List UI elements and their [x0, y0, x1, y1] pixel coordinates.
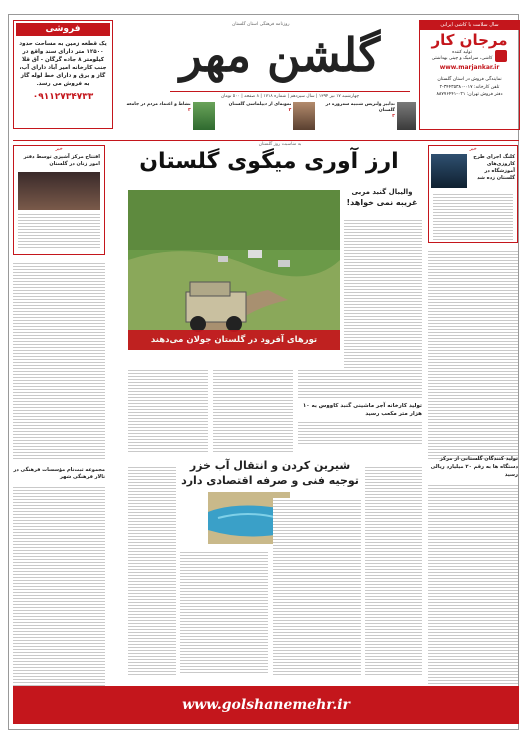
mid-story-headline-2: توجیه فنی و صرفه اقتصادی دارد: [181, 474, 359, 487]
right-col-photo: [431, 154, 467, 188]
teaser-page: ۳: [187, 108, 191, 113]
teaser-thumb: [193, 102, 215, 130]
masthead-tagline: روزنامه فرهنگی استان گلستان: [232, 22, 290, 27]
teaser-page: ۳: [392, 114, 395, 119]
main-subhead-2: غریبه نمی خواهد!: [346, 198, 418, 207]
small-story: [298, 368, 422, 452]
left-col-label: خبر: [55, 146, 63, 152]
teaser-item[interactable]: [319, 102, 416, 138]
main-photo: [128, 190, 340, 350]
footer-bar[interactable]: [13, 686, 519, 724]
mid-story-headline-1: شیرین کردن و انتقال آب خزر: [189, 459, 351, 472]
ad-marjan-dealer: نمایندگی فروش در استان گلستان: [437, 77, 502, 82]
teaser-title: نمونه‌ای از دیپلماسی گلستان: [228, 102, 292, 107]
main-subhead-1: والیبال گنبد مربی: [351, 188, 413, 196]
right-col2-headline[interactable]: تولید کنندگان گلستانی از مرکز دستگاه ها به رقم ۲۰ میلیارد ریالی رسید: [430, 456, 518, 478]
ad-sale-body: یک قطعه زمین به مساحت حدود ۱۲۵۰۰ متر دارای سند واقع در کیلومتر ۸ جاده گرگان - آق قلا جنب کارخانه امیر آباد دارای آب، گاز و برق و دارای خط لوله گاز به فروش می رسد.: [19, 41, 107, 87]
left-col-photo: [18, 172, 100, 210]
teaser-row: [118, 102, 416, 138]
divider: [13, 140, 519, 141]
left-col-headline[interactable]: افتتاح مرکز آشپزی توسط دفتر امور زنان در گلستان: [23, 154, 100, 167]
main-photo-caption: تورهای آفرود در گلستان جولان می‌دهند: [128, 330, 340, 350]
ad-marjan-sub2: کاشی، سرامیک و چینی بهداشتی: [431, 56, 493, 61]
story-body-a: [128, 368, 208, 452]
mid-body-center-b: [273, 498, 361, 675]
ad-marjan-logo-icon: [495, 50, 507, 62]
right-col-headline[interactable]: کلنگ اجرای طرح کاروزی‌های آموزشگاه در گلستان زده شد: [473, 154, 515, 181]
mid-body-left: [128, 465, 176, 675]
masthead-logo: گلشن مهر: [179, 28, 381, 82]
teaser-thumb: [293, 102, 315, 130]
left-column: [13, 145, 105, 705]
teaser-thumb: [397, 102, 416, 130]
main-kicker: به مناسبت روز گلستان: [258, 142, 302, 147]
teaser-title: تدابیر ولتزیس شنبیه سه‌روزه در گلستان: [325, 102, 395, 113]
mid-body-center-a: [180, 550, 268, 675]
teaser-item[interactable]: [118, 102, 215, 138]
ad-marjan-sub1: تولید کننده: [452, 50, 472, 55]
right-col2: [428, 455, 518, 703]
left-col-headline2[interactable]: مجموعه ثبت‌نام مؤسسات فرهنگی در تالار فرهنگی شهر: [13, 467, 105, 480]
mid-story-headline[interactable]: [180, 458, 360, 488]
ad-marjan-tel1: تلفن کارخانه: ۰۱۷-۳۴۴۳۵۳۸۰-۲: [439, 85, 500, 90]
ad-marjan-top: سال سلامت با کاشی ایرانی: [420, 21, 519, 30]
ad-marjan-brand: مرجان کار: [431, 31, 508, 49]
footer-url[interactable]: www.golshanemehr.ir: [182, 697, 350, 713]
mid-body-right: [365, 465, 422, 675]
main-story-body: [344, 218, 422, 368]
ad-marjan-url[interactable]: www.marjankar.ir: [439, 64, 500, 71]
teaser-page: ۲: [288, 108, 292, 113]
ad-sale-phone: ۰۹۱۱۲۷۳۴۷۳۳: [32, 92, 94, 102]
small-story-headline[interactable]: تولید کارخانه آجر ماشینی گنبد کاووس به ۱۰ هزار متر مکعب رسید: [302, 403, 422, 417]
story-body-b: [213, 368, 293, 452]
right-col-label: خبر: [469, 146, 477, 152]
masthead-dateline: چهارشنبه ۱۷ تیر ۱۳۹۴ | سال سیزدهم | شماره ۱۷۱۸ | ۸ صفحه | ۵۰۰ تومان: [170, 91, 410, 99]
teaser-title: نشاط و اعتماد مردم در جامعه: [126, 102, 191, 107]
ad-marjan-tel2: دفتر فروش تهران: ۰۲۱-۸۸۷۷۶۴۴۱: [436, 92, 503, 97]
main-subhead[interactable]: [342, 188, 422, 207]
right-column: [428, 145, 518, 465]
ad-sale-title: فروشی: [16, 23, 110, 36]
main-headline[interactable]: ارز آوری میگوی گلستان: [139, 149, 399, 174]
ad-sale: [13, 20, 113, 129]
ad-marjan: [419, 20, 520, 130]
teaser-item[interactable]: [219, 102, 316, 138]
offroad-photo-svg: [128, 190, 340, 350]
